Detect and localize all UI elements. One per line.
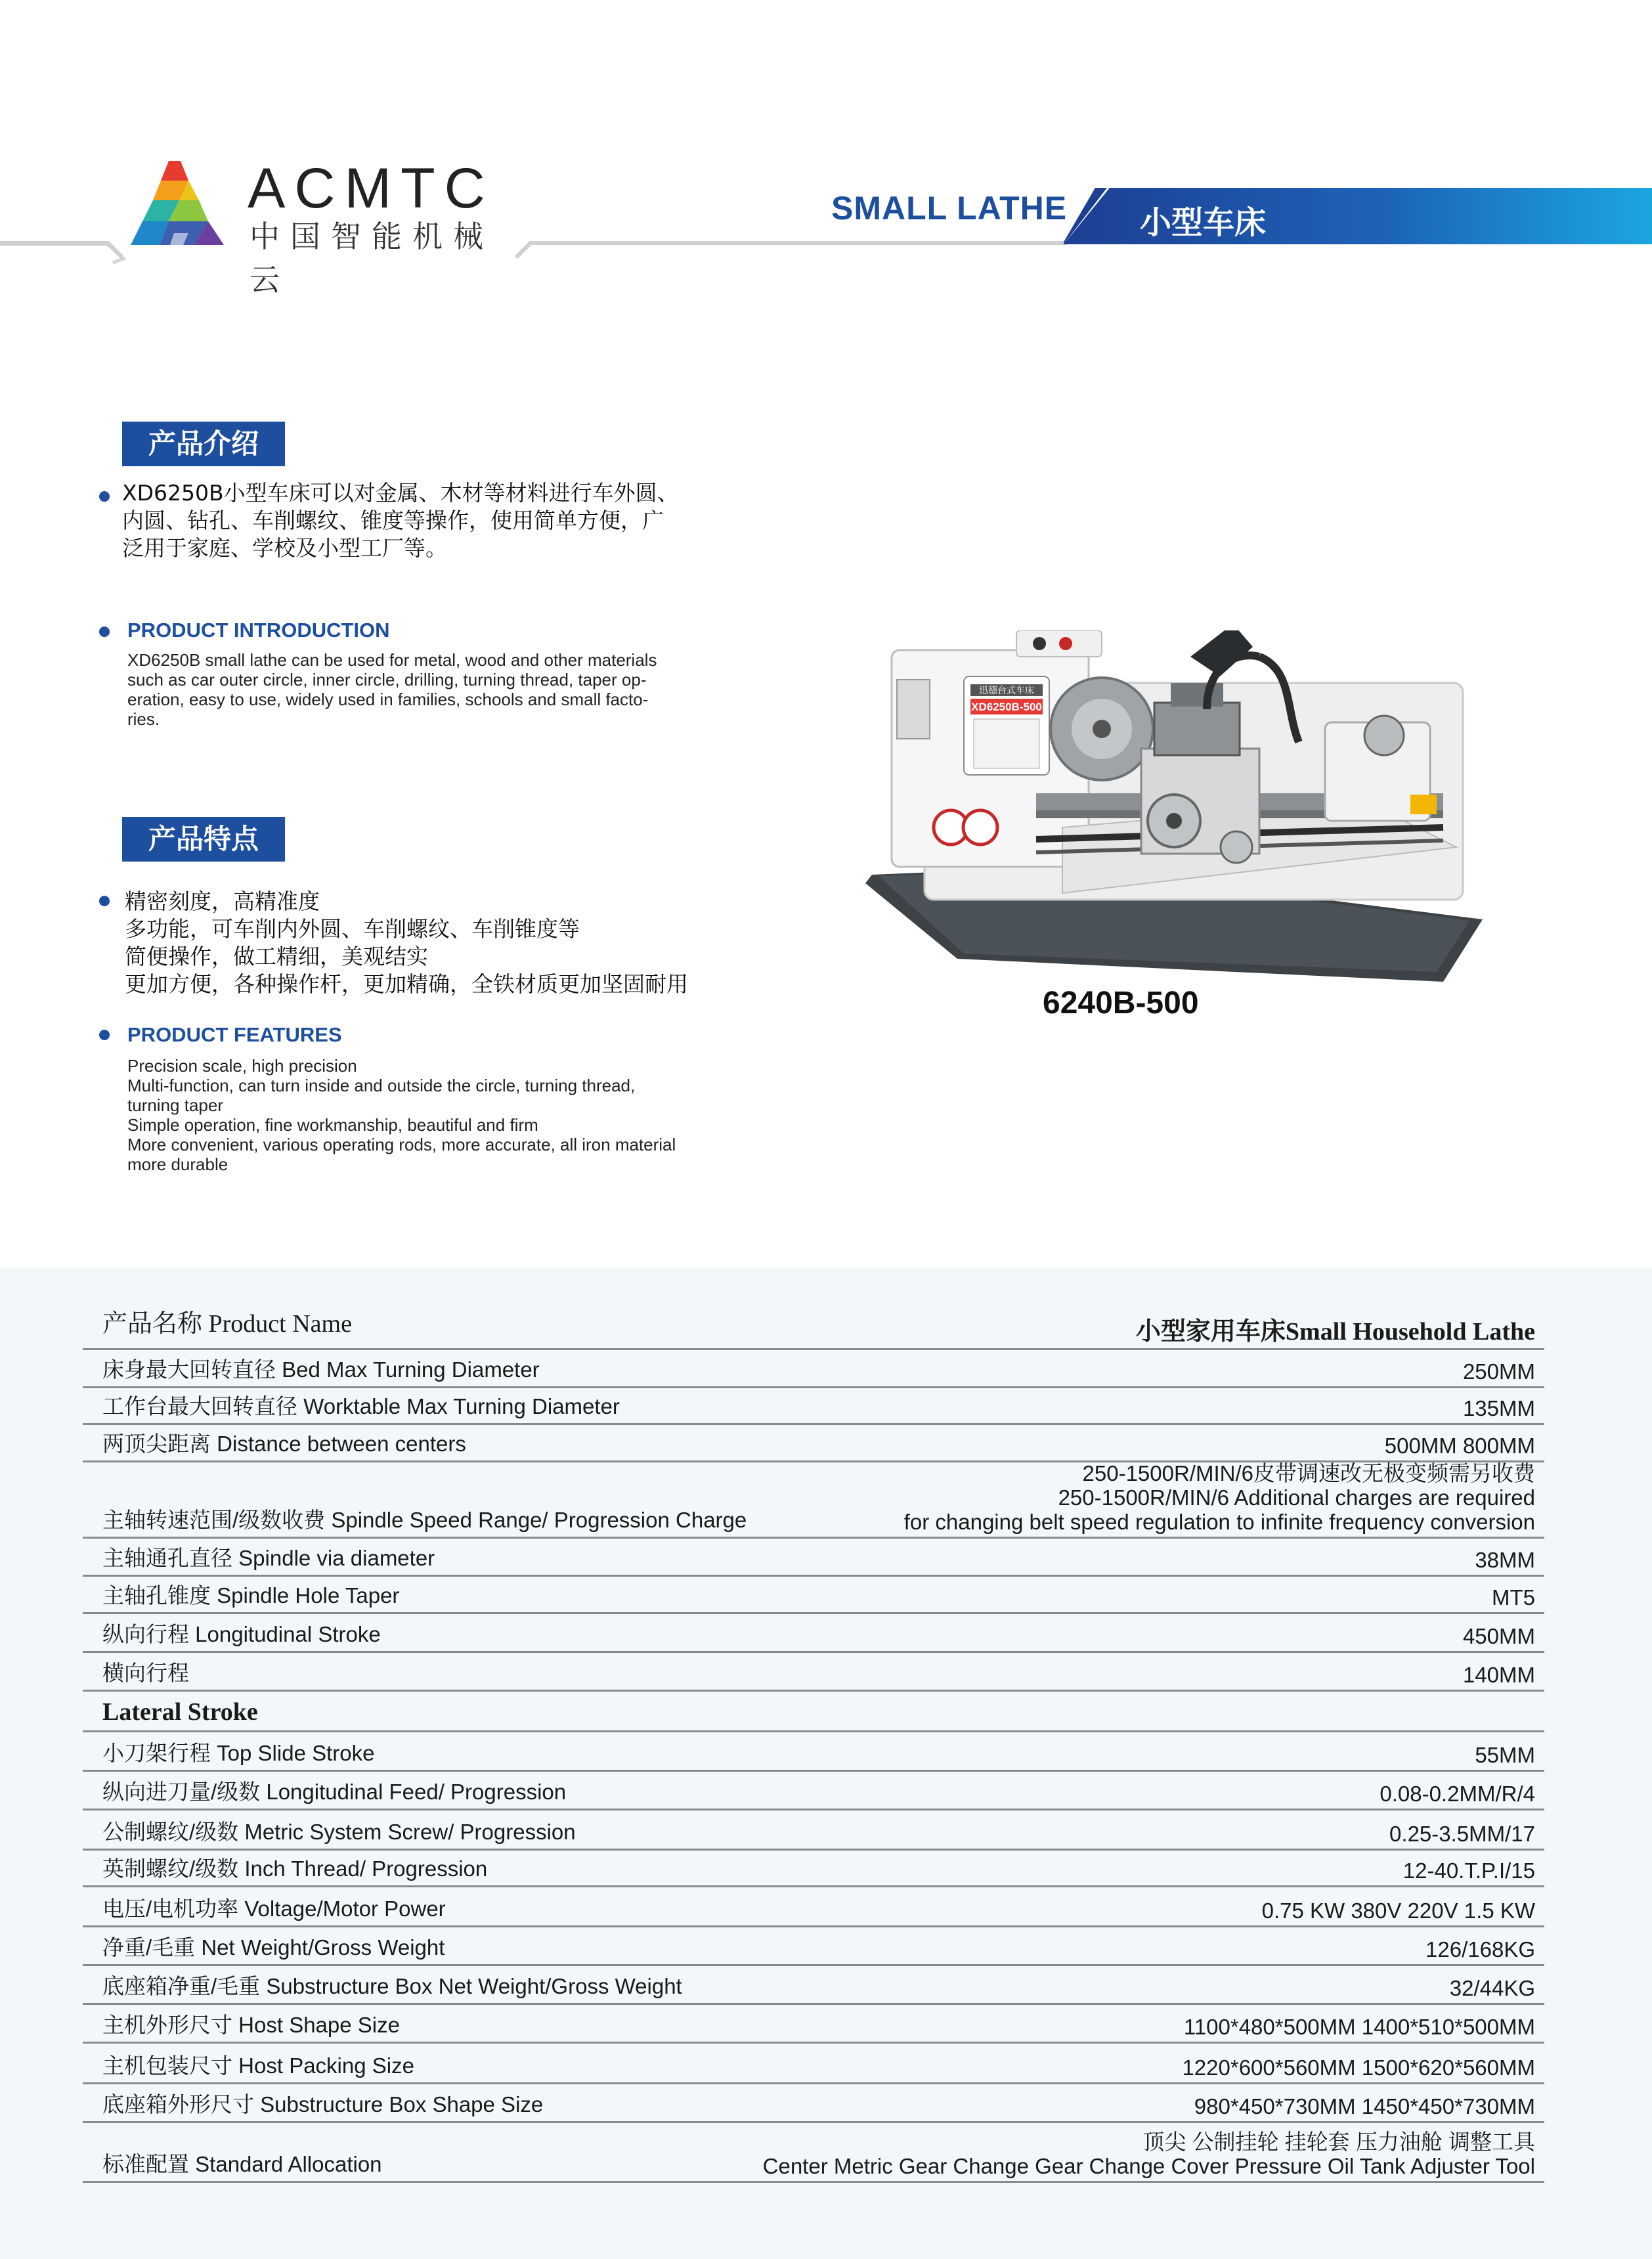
spec-value — [1380, 1782, 1535, 1809]
spec-row — [83, 1539, 1544, 1577]
features-section-tag: 产品特点 — [122, 817, 285, 862]
intro-cn-line: 内圆、钻孔、车削螺纹、锥度等操作，使用简单方便，广 — [122, 508, 664, 533]
features-en-line: more durable — [127, 1154, 228, 1174]
machine-plate-text: 迅德台式车床 — [979, 686, 1034, 696]
spec-value-line: 12-40.T.P.I/15 — [1402, 1858, 1535, 1883]
machine-model-label: XD6250B-500 — [971, 701, 1042, 713]
spec-value: 小型家用车床Small Household Lathe — [1135, 1318, 1535, 1346]
spec-value-line: 250-1500R/MIN/6 Additional charges are required — [1058, 1485, 1535, 1510]
features-cn-text — [125, 888, 688, 998]
spec-row — [83, 1462, 1544, 1539]
spec-row — [83, 1388, 1544, 1425]
features-en-line: Precision scale, high precision — [127, 1056, 357, 1076]
spec-header-row — [83, 1294, 1544, 1350]
intro-en-line: ries. — [127, 709, 160, 729]
spec-key: 纵向行程 Longitudinal Stroke — [102, 1622, 381, 1646]
spec-value — [1463, 1359, 1535, 1386]
spec-key: 纵向进刀量/级数 Longitudinal Feed/ Progression — [102, 1780, 567, 1804]
triangle-mosaic-logo-icon — [128, 161, 227, 246]
spec-value-line: 32/44KG — [1449, 1976, 1535, 2000]
spec-key: 公制螺纹/级数 Metric System Screw/ Progression — [102, 1820, 576, 1844]
spec-key: Lateral Stroke — [102, 1698, 258, 1726]
spec-row — [83, 1692, 1544, 1732]
features-cn-bullet — [99, 896, 110, 906]
intro-en-text — [127, 650, 657, 729]
features-en-line: Simple operation, fine workmanship, beautiful and firm — [127, 1115, 538, 1135]
spec-value-line: 顶尖 公制挂轮 挂轮套 压力油舱 调整工具 — [1142, 2130, 1535, 2154]
logo-wordmark: ACMTC — [248, 157, 494, 220]
spec-key: 主轴孔锥度 Spindle Hole Taper — [102, 1583, 400, 1608]
intro-cn-text — [122, 479, 679, 562]
spec-value-line: 0.08-0.2MM/R/4 — [1380, 1782, 1535, 1806]
spec-value — [1450, 1976, 1535, 2003]
logo-subtitle: 中国智能机械云 — [250, 219, 494, 297]
spec-row — [83, 1927, 1544, 1966]
spec-value-line: 55MM — [1475, 1743, 1535, 1767]
spec-value-line: 140MM — [1462, 1663, 1535, 1687]
spec-value-line: 1220*600*560MM 1500*620*560MM — [1182, 2055, 1535, 2080]
spec-row — [83, 2084, 1544, 2123]
spec-key: 小刀架行程 Top Slide Stroke — [102, 1741, 375, 1765]
features-cn-line: 精密刻度，高精准度 — [125, 888, 320, 914]
spec-key: 底座箱外形尺寸 Substructure Box Shape Size — [102, 2092, 544, 2116]
spec-row — [83, 1577, 1544, 1614]
spec-value — [1184, 2015, 1535, 2042]
lathe-machine-image — [865, 630, 1483, 992]
spec-rows — [83, 1350, 1544, 2183]
product-model-caption: 6240B-500 — [1043, 986, 1199, 1020]
acmtc-logo — [128, 157, 522, 297]
intro-section-tag: 产品介绍 — [122, 422, 285, 466]
features-en-line: Multi-function, can turn inside and outside the circle, turning thread, — [127, 1076, 636, 1095]
spec-value-line: 0.25-3.5MM/17 — [1389, 1822, 1535, 1846]
spec-row — [83, 2044, 1544, 2084]
intro-en-line: eration, easy to use, widely used in families, schools and small facto- — [127, 690, 649, 709]
intro-en-bullet — [99, 626, 110, 637]
spec-value-line: 126/168KG — [1425, 1937, 1535, 1962]
spec-value-line: 135MM — [1462, 1396, 1535, 1420]
spec-value — [1403, 1858, 1535, 1885]
features-en-line: turning taper — [127, 1095, 223, 1115]
spec-value — [1475, 1743, 1535, 1770]
spec-value-line: 450MM — [1462, 1624, 1535, 1648]
spec-key: 标准配置 Standard Allocation — [102, 2152, 382, 2176]
spec-key: 主轴通孔直径 Spindle via diameter — [102, 1546, 435, 1570]
spec-value-line: 38MM — [1475, 1548, 1535, 1572]
features-cn-line: 多功能，可车削内外圆、车削螺纹、车削锥度等 — [125, 916, 580, 942]
intro-en-heading: PRODUCT INTRODUCTION — [127, 619, 390, 642]
spec-key: 主机包装尺寸 Host Packing Size — [102, 2053, 414, 2078]
spec-value — [1463, 1624, 1535, 1651]
spec-key: 净重/毛重 Net Weight/Gross Weight — [102, 1935, 445, 1960]
spec-value-line: Center Metric Gear Change Gear Change Cover Pressure Oil Tank Adjuster Tool — [762, 2154, 1535, 2178]
page-title-cn: 小型车床 — [1140, 204, 1267, 241]
spec-key: 两顶尖距离 Distance between centers — [102, 1432, 466, 1456]
spec-key: 产品名称 Product Name — [102, 1310, 352, 1338]
spec-key: 工作台最大回转直径 Worktable Max Turning Diameter — [102, 1394, 620, 1418]
spec-value — [1425, 1937, 1535, 1964]
spec-value-line: 0.75 KW 380V 220V 1.5 KW — [1261, 1898, 1535, 1923]
spec-value-line: 500MM 800MM — [1384, 1434, 1535, 1458]
spec-value — [904, 1461, 1535, 1537]
spec-key: 英制螺纹/级数 Inch Thread/ Progression — [102, 1856, 488, 1881]
spec-row — [83, 1851, 1544, 1887]
spec-row — [83, 1614, 1544, 1653]
spec-row — [83, 1425, 1544, 1462]
intro-en-line: XD6250B small lathe can be used for metal, wood and other materials — [127, 650, 657, 670]
intro-cn-bullet — [99, 491, 110, 502]
spec-value — [1194, 2094, 1535, 2121]
spec-value — [1182, 2055, 1535, 2082]
spec-value-line: MT5 — [1492, 1585, 1535, 1610]
spec-key: 底座箱净重/毛重 Substructure Box Net Weight/Gross Weight — [102, 1974, 682, 1998]
spec-table — [83, 1294, 1544, 2183]
features-en-line: More convenient, various operating rods, more accurate, all iron material — [127, 1135, 676, 1154]
spec-key: 主机外形尺寸 Host Shape Size — [102, 2013, 400, 2037]
spec-value-line: 980*450*730MM 1450*450*730MM — [1194, 2094, 1535, 2118]
spec-value — [1262, 1898, 1535, 1925]
page-header — [0, 0, 1652, 297]
spec-row — [83, 2123, 1544, 2183]
features-cn-line: 更加方便，各种操作杆，更加精确，全铁材质更加坚固耐用 — [125, 971, 688, 997]
spec-value — [1475, 1548, 1535, 1575]
spec-value-line: 250-1500R/MIN/6皮带调速改无极变频需另收费 — [1082, 1461, 1535, 1485]
spec-value — [1463, 1396, 1535, 1423]
spec-row — [83, 1887, 1544, 1927]
spec-key: 电压/电机功率 Voltage/Motor Power — [102, 1897, 446, 1921]
spec-row — [83, 1772, 1544, 1810]
features-en-text — [127, 1056, 676, 1174]
spec-value — [763, 2130, 1535, 2181]
spec-row — [83, 1653, 1544, 1692]
spec-value — [1385, 1434, 1535, 1460]
spec-value-line: for changing belt speed regulation to infinite frequency conversion — [903, 1510, 1535, 1534]
spec-row — [83, 1350, 1544, 1388]
spec-row — [83, 1732, 1544, 1772]
spec-row — [83, 1966, 1544, 2005]
intro-en-line: such as car outer circle, inner circle, drilling, turning thread, taper op- — [127, 670, 647, 690]
spec-row — [83, 1810, 1544, 1851]
spec-key: 主轴转速范围/级数收费 Spindle Speed Range/ Progression Charge — [102, 1508, 747, 1532]
features-en-bullet — [99, 1030, 110, 1040]
spec-value-line: 250MM — [1462, 1359, 1535, 1384]
intro-cn-line: 泛用于家庭、学校及小型工厂等。 — [122, 535, 447, 561]
spec-value-line: 1100*480*500MM 1400*510*500MM — [1183, 2015, 1535, 2039]
page-title-en: SMALL LATHE — [831, 190, 1068, 227]
spec-value — [1389, 1822, 1535, 1849]
spec-key: 床身最大回转直径 Bed Max Turning Diameter — [102, 1357, 540, 1382]
intro-cn-line: XD6250B小型车床可以对金属、木材等材料进行车外圆、 — [122, 480, 679, 506]
features-en-heading: PRODUCT FEATURES — [127, 1023, 342, 1046]
spec-row — [83, 2005, 1544, 2044]
spec-value — [1463, 1663, 1535, 1690]
features-cn-line: 简便操作，做工精细，美观结实 — [125, 944, 428, 969]
spec-value — [1492, 1585, 1535, 1612]
spec-key: 横向行程 — [102, 1661, 189, 1685]
